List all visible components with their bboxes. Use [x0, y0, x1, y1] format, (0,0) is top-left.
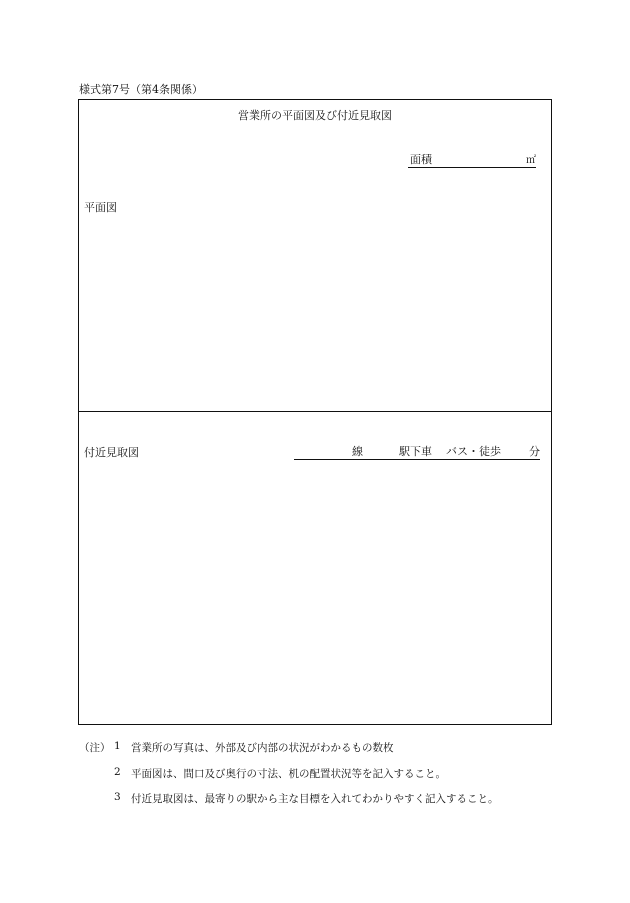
minutes-label: 分	[529, 445, 540, 458]
vicinity-map-label: 付近見取図	[84, 446, 139, 459]
floor-plan-label: 平面図	[84, 201, 117, 214]
form-number-label: 様式第7号（第4条関係）	[79, 83, 203, 96]
section-divider	[79, 411, 551, 412]
note-text: 付近見取図は、最寄りの駅から主な目標を入れてわかりやすく記入すること。	[131, 793, 499, 805]
note-text: 平面図は、間口及び奥行の寸法、机の配置状況等を記入すること。	[131, 768, 446, 780]
note-text: 営業所の写真は、外部及び内部の状況がわかるもの数枚	[131, 742, 394, 754]
note-number: 1	[114, 740, 121, 752]
form-frame	[78, 99, 552, 725]
note-number: 2	[114, 766, 121, 778]
line-label: 線	[352, 445, 363, 458]
notes-prefix: （注）	[79, 742, 111, 754]
access-field[interactable]	[294, 443, 540, 460]
area-unit: ㎡	[526, 155, 536, 166]
station-label: 駅下車	[399, 445, 432, 458]
area-label: 面積	[410, 153, 432, 166]
form-title: 営業所の平面図及び付近見取図	[238, 109, 392, 122]
area-field[interactable]	[408, 151, 536, 168]
note-number: 3	[114, 791, 121, 803]
transport-mode-label: バス・徒歩	[446, 445, 501, 458]
